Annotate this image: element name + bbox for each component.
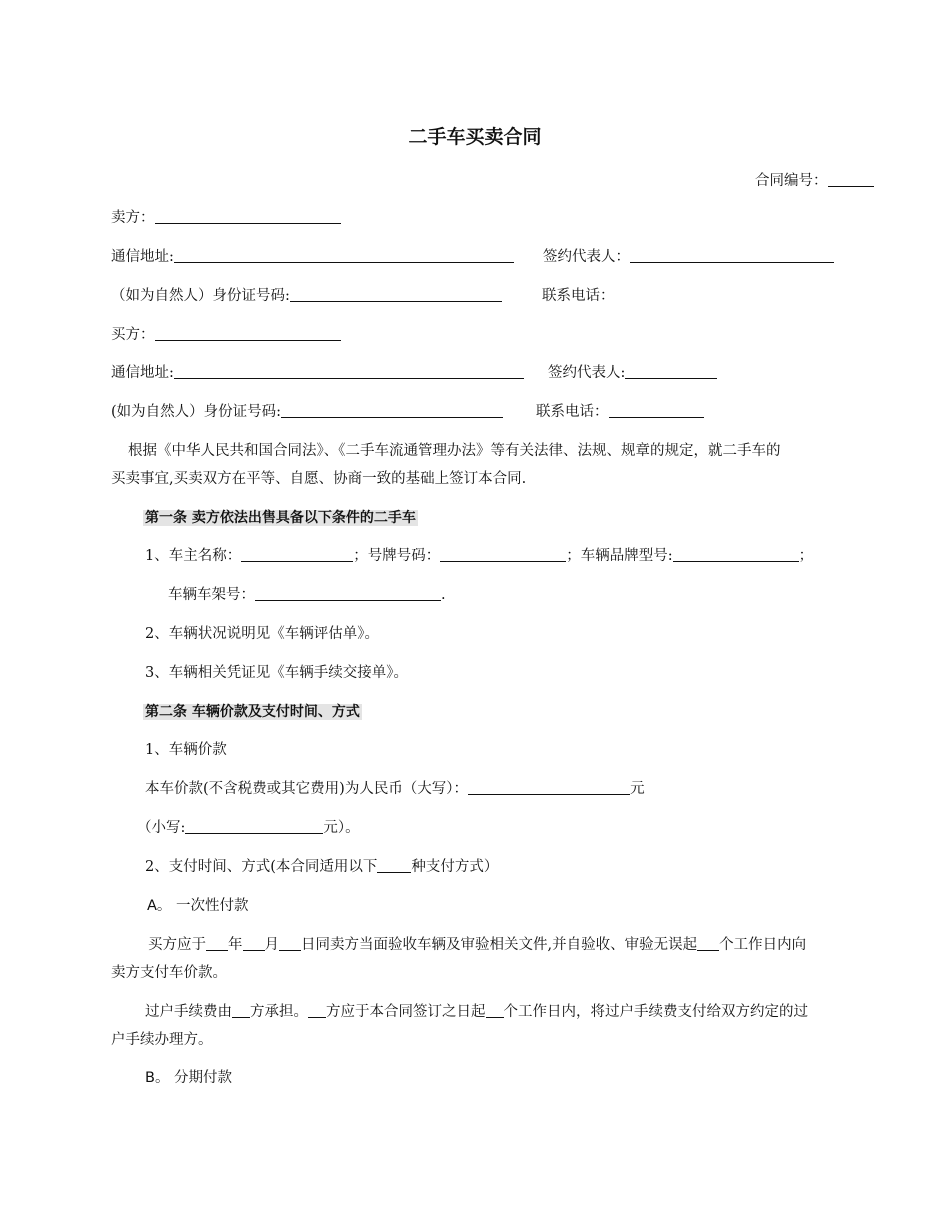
brand-model-end: ； xyxy=(798,548,814,564)
buyer-phone-row xyxy=(536,402,704,422)
price-uppercase-blank[interactable] xyxy=(468,779,630,795)
payment-method-subheading xyxy=(145,857,498,877)
seller-address-row xyxy=(111,247,514,267)
buyer-rep-row xyxy=(548,363,717,383)
buyer-address-label: 通信地址: xyxy=(111,365,174,381)
vehicle-documents-item: 3、车辆相关凭证见《车辆手续交接单》。 xyxy=(145,665,408,681)
buyer-rep-blank[interactable] xyxy=(625,363,717,379)
buyer-name-blank[interactable] xyxy=(155,325,341,341)
pay-workdays-blank[interactable] xyxy=(697,935,719,951)
payment-terms-line-2: 卖方支付车价款。 xyxy=(111,965,227,981)
contract-number-row xyxy=(755,171,874,191)
price-uppercase-label: 本车价款(不含税费或其它费用)为人民币（大写）： xyxy=(145,781,469,797)
pay-text-c: 月 xyxy=(264,937,279,953)
option-b-letter: B xyxy=(145,1070,155,1086)
buyer-id-label: (如为自然人）身份证号码: xyxy=(111,404,282,420)
plate-number-label: ；号牌号码： xyxy=(353,548,441,564)
brand-model-label: ；车辆品牌型号: xyxy=(566,548,673,564)
price-lowercase-open: （小写: xyxy=(137,820,186,836)
seller-phone-row xyxy=(542,286,615,306)
vehicle-price-subheading: 1、车辆价款 xyxy=(145,742,227,758)
seller-address-blank[interactable] xyxy=(174,247,514,263)
seller-id-blank[interactable] xyxy=(290,286,502,302)
seller-id-row xyxy=(111,286,502,306)
fee-text-b: 方承担。 xyxy=(250,1004,308,1020)
payment-method-blank[interactable] xyxy=(377,857,411,873)
buyer-address-blank[interactable] xyxy=(174,363,524,379)
vehicle-info-row xyxy=(145,546,813,566)
frame-number-blank[interactable] xyxy=(255,585,441,601)
seller-rep-label: 签约代表人： xyxy=(543,249,630,265)
article-1-heading xyxy=(143,508,418,528)
buyer-address-row xyxy=(111,363,524,383)
price-lowercase-blank[interactable] xyxy=(185,818,323,834)
contract-number-blank[interactable] xyxy=(828,171,874,187)
document-title: 二手车买卖合同 xyxy=(408,126,542,148)
pay-text-e: 个工作日内向 xyxy=(719,937,807,953)
contract-number-label: 合同编号： xyxy=(755,173,828,189)
seller-name-blank[interactable] xyxy=(155,208,341,224)
buyer-id-row xyxy=(111,402,503,422)
buyer-label: 买方： xyxy=(111,327,155,343)
option-b-row xyxy=(145,1068,232,1088)
fee-party-blank[interactable] xyxy=(232,1002,250,1018)
frame-number-end: . xyxy=(441,587,446,603)
intro-line-2: 买卖事宜,买卖双方在平等、自愿、协商一致的基础上签订本合同. xyxy=(111,471,527,487)
transfer-fee-line-1 xyxy=(145,1002,808,1022)
pay-month-blank[interactable] xyxy=(243,935,265,951)
payment-method-text-b: 种支付方式） xyxy=(411,859,499,875)
buyer-phone-label: 联系电话： xyxy=(536,404,609,420)
option-b-text: 。 分期付款 xyxy=(154,1070,233,1086)
fee-text-d: 个工作日内，将过户手续费支付给双方约定的过 xyxy=(503,1004,808,1020)
price-lowercase-close: 元）。 xyxy=(323,820,360,836)
frame-number-row xyxy=(168,585,446,605)
seller-rep-row xyxy=(543,247,834,267)
frame-number-label: 车辆车架号： xyxy=(168,587,255,603)
fee-text-c: 方应于本合同签订之日起 xyxy=(326,1004,486,1020)
buyer-row xyxy=(111,325,341,345)
fee-workdays-blank[interactable] xyxy=(486,1002,504,1018)
seller-rep-blank[interactable] xyxy=(630,247,834,263)
owner-name-label: 1、车主名称： xyxy=(145,548,242,564)
pay-year-blank[interactable] xyxy=(206,935,228,951)
price-uppercase-row xyxy=(145,779,645,799)
payment-terms-line-1 xyxy=(148,935,806,955)
buyer-rep-label: 签约代表人: xyxy=(548,365,626,381)
article-1-heading-text: 第一条 卖方依法出售具备以下条件的二手车 xyxy=(145,510,416,526)
owner-name-blank[interactable] xyxy=(241,546,353,562)
fee-text-a: 过户手续费由 xyxy=(145,1004,232,1020)
transfer-fee-line-2: 户手续办理方。 xyxy=(111,1032,213,1048)
seller-id-label: （如为自然人）身份证号码: xyxy=(111,288,290,304)
option-a-letter: A xyxy=(147,898,157,914)
vehicle-condition-item: 2、车辆状况说明见《车辆评估单》。 xyxy=(145,626,379,642)
intro-line-1: 根据《中华人民共和国合同法》、《二手车流通管理办法》等有关法律、法规、规章的规定，就二手车的 xyxy=(128,443,781,459)
option-a-row xyxy=(147,896,249,916)
seller-phone-label: 联系电话： xyxy=(542,288,615,304)
option-a-text: 。 一次性付款 xyxy=(156,898,249,914)
article-2-heading xyxy=(143,702,362,722)
pay-text-b: 年 xyxy=(228,937,243,953)
article-2-heading-text: 第二条 车辆价款及支付时间、方式 xyxy=(145,704,360,720)
price-uppercase-unit: 元 xyxy=(630,781,645,797)
buyer-phone-blank[interactable] xyxy=(609,402,704,418)
pay-text-d: 日同卖方当面验收车辆及审验相关文件,并自验收、审验无误起 xyxy=(301,937,698,953)
seller-row xyxy=(111,208,341,228)
pay-text-a: 买方应于 xyxy=(148,937,206,953)
buyer-id-blank[interactable] xyxy=(281,402,503,418)
seller-label: 卖方： xyxy=(111,210,155,226)
price-lowercase-row xyxy=(137,818,360,838)
fee-payer-blank[interactable] xyxy=(308,1002,326,1018)
payment-method-text-a: 2、支付时间、方式(本合同适用以下 xyxy=(145,859,378,875)
plate-number-blank[interactable] xyxy=(440,546,566,562)
brand-model-blank[interactable] xyxy=(673,546,799,562)
pay-day-blank[interactable] xyxy=(279,935,301,951)
seller-address-label: 通信地址: xyxy=(111,249,174,265)
